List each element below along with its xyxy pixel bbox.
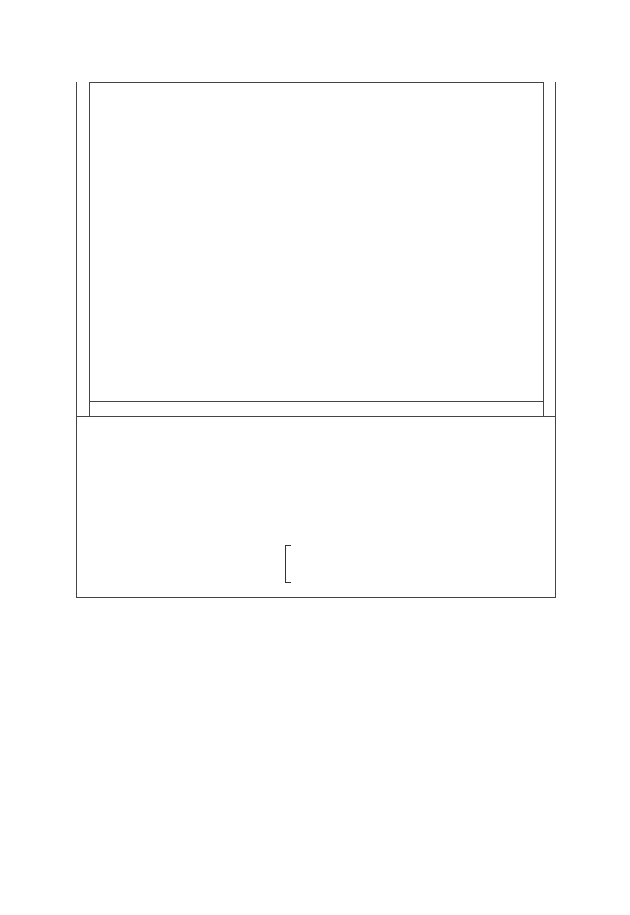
box-stub-left [89,402,90,416]
daily-life-box [89,82,544,402]
box-stub-right [543,402,544,416]
section-divider [76,416,556,417]
institution-bracket [285,545,291,583]
